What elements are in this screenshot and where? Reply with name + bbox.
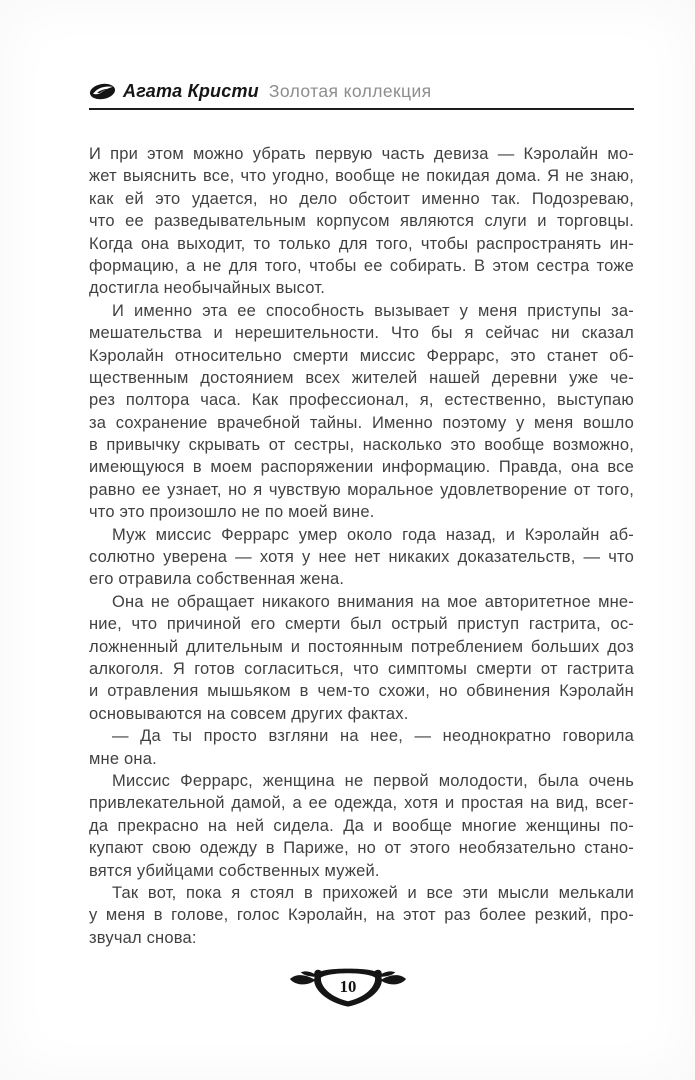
text-line: что это произошло не по моей вине. bbox=[89, 503, 375, 522]
text-line: основываются на совсем других фактах. bbox=[89, 704, 409, 723]
text-line: имеющуюся в моем распоряжении информацию. Правда, она все bbox=[89, 458, 634, 477]
winged-bowl-ornament-icon bbox=[289, 962, 407, 1012]
text-line: Когда она выходит, то только для того, чтобы распространять ин- bbox=[89, 234, 634, 253]
header-row bbox=[89, 80, 634, 102]
text-line: звучал снова: bbox=[89, 928, 197, 947]
text-line: купают свою одежду в Париже, но от этого необязательно стано- bbox=[89, 839, 634, 858]
text-line: — Да ты просто взгляни на нее, — неоднократно говорила bbox=[112, 727, 634, 746]
paragraph bbox=[89, 882, 634, 949]
text-line: формацию, а не для того, чтобы ее собирать. В этом сестра тоже bbox=[89, 256, 634, 275]
text-line: щественным достоянием всех жителей нашей деревни уже че- bbox=[89, 368, 634, 387]
text-line: вятся убийцами собственных мужей. bbox=[89, 861, 380, 880]
paragraph bbox=[89, 300, 634, 524]
text-line: что ее разведывательным корпусом являются слуги и торговцы. bbox=[89, 212, 634, 231]
text-line: мешательства и нерешительности. Что бы я сейчас ни сказал bbox=[89, 324, 634, 343]
text-line: ложненный длительным и постоянным потреблением больших доз bbox=[89, 637, 634, 656]
text-line: привлекательной дамой, а ее одежда, хотя и простая на вид, всег- bbox=[89, 794, 634, 813]
page-number: 10 bbox=[339, 976, 356, 996]
text-line: рез полтора часа. Как профессионал, я, естественно, выступаю bbox=[89, 391, 634, 410]
text-line: алкоголя. Я готов согласиться, что симптомы смерти от гастрита bbox=[89, 659, 634, 678]
paragraph bbox=[89, 143, 634, 300]
text-line: да прекрасно на ней сидела. Да и вообще многие женщины по- bbox=[89, 816, 634, 835]
text-line: мне она. bbox=[89, 749, 157, 768]
text-line: Миссис Феррарс, женщина не первой молодости, была очень bbox=[112, 771, 634, 790]
paragraph bbox=[89, 770, 634, 882]
text-line: Так вот, пока я стоял в прихожей и все эти мысли мелькали bbox=[112, 883, 634, 902]
paragraph bbox=[89, 524, 634, 591]
paragraph bbox=[89, 725, 634, 770]
text-line: достигла необычайных высот. bbox=[89, 279, 326, 298]
text-line: Она не обращает никакого внимания на мое авторитетное мне- bbox=[112, 592, 634, 611]
text-line: за сохранение врачебной тайны. Именно поэтому у меня вошло bbox=[89, 413, 634, 432]
text-line: у меня в голове, голос Кэролайн, на этот раз более резкий, про- bbox=[89, 906, 634, 925]
page-footer bbox=[0, 962, 695, 1012]
running-header bbox=[89, 80, 634, 110]
text-line: равно ее узнает, но я чувствую моральное удовлетворение от того, bbox=[89, 480, 634, 499]
text-line: и отравления мышьяком в чем-то схожи, но обвинения Кэролайн bbox=[89, 682, 634, 701]
text-line: Кэролайн относительно смерти миссис Феррарс, это станет об- bbox=[89, 346, 634, 365]
text-line: в привычку скрывать от сестры, насколько это вообще возможно, bbox=[89, 436, 634, 455]
text-line: Муж миссис Феррарс умер около года назад, и Кэролайн аб- bbox=[112, 525, 634, 544]
text-line: как ей это удается, но дело обстоит именно так. Подозреваю, bbox=[89, 189, 634, 208]
swan-leaf-icon bbox=[89, 82, 116, 101]
paragraph bbox=[89, 591, 634, 725]
header-series: Золотая коллекция bbox=[268, 80, 432, 101]
text-line: солютно уверена — хотя у нее нет никаких доказательств, — что bbox=[89, 548, 634, 567]
text-line: И при этом можно убрать первую часть девиза — Кэролайн мо- bbox=[89, 145, 634, 163]
header-rule bbox=[89, 108, 634, 110]
text-line: жет выяснить все, что угодно, вообще не покидая дома. Я не знаю, bbox=[89, 167, 634, 186]
text-line: ние, что причиной его смерти был острый приступ гастрита, ос- bbox=[89, 615, 634, 634]
text-line: его отравила собственная жена. bbox=[89, 570, 345, 589]
page-text bbox=[89, 143, 634, 949]
text-line: И именно эта ее способность вызывает у меня приступы за- bbox=[112, 301, 634, 320]
header-author: Агата Кристи bbox=[123, 80, 259, 101]
